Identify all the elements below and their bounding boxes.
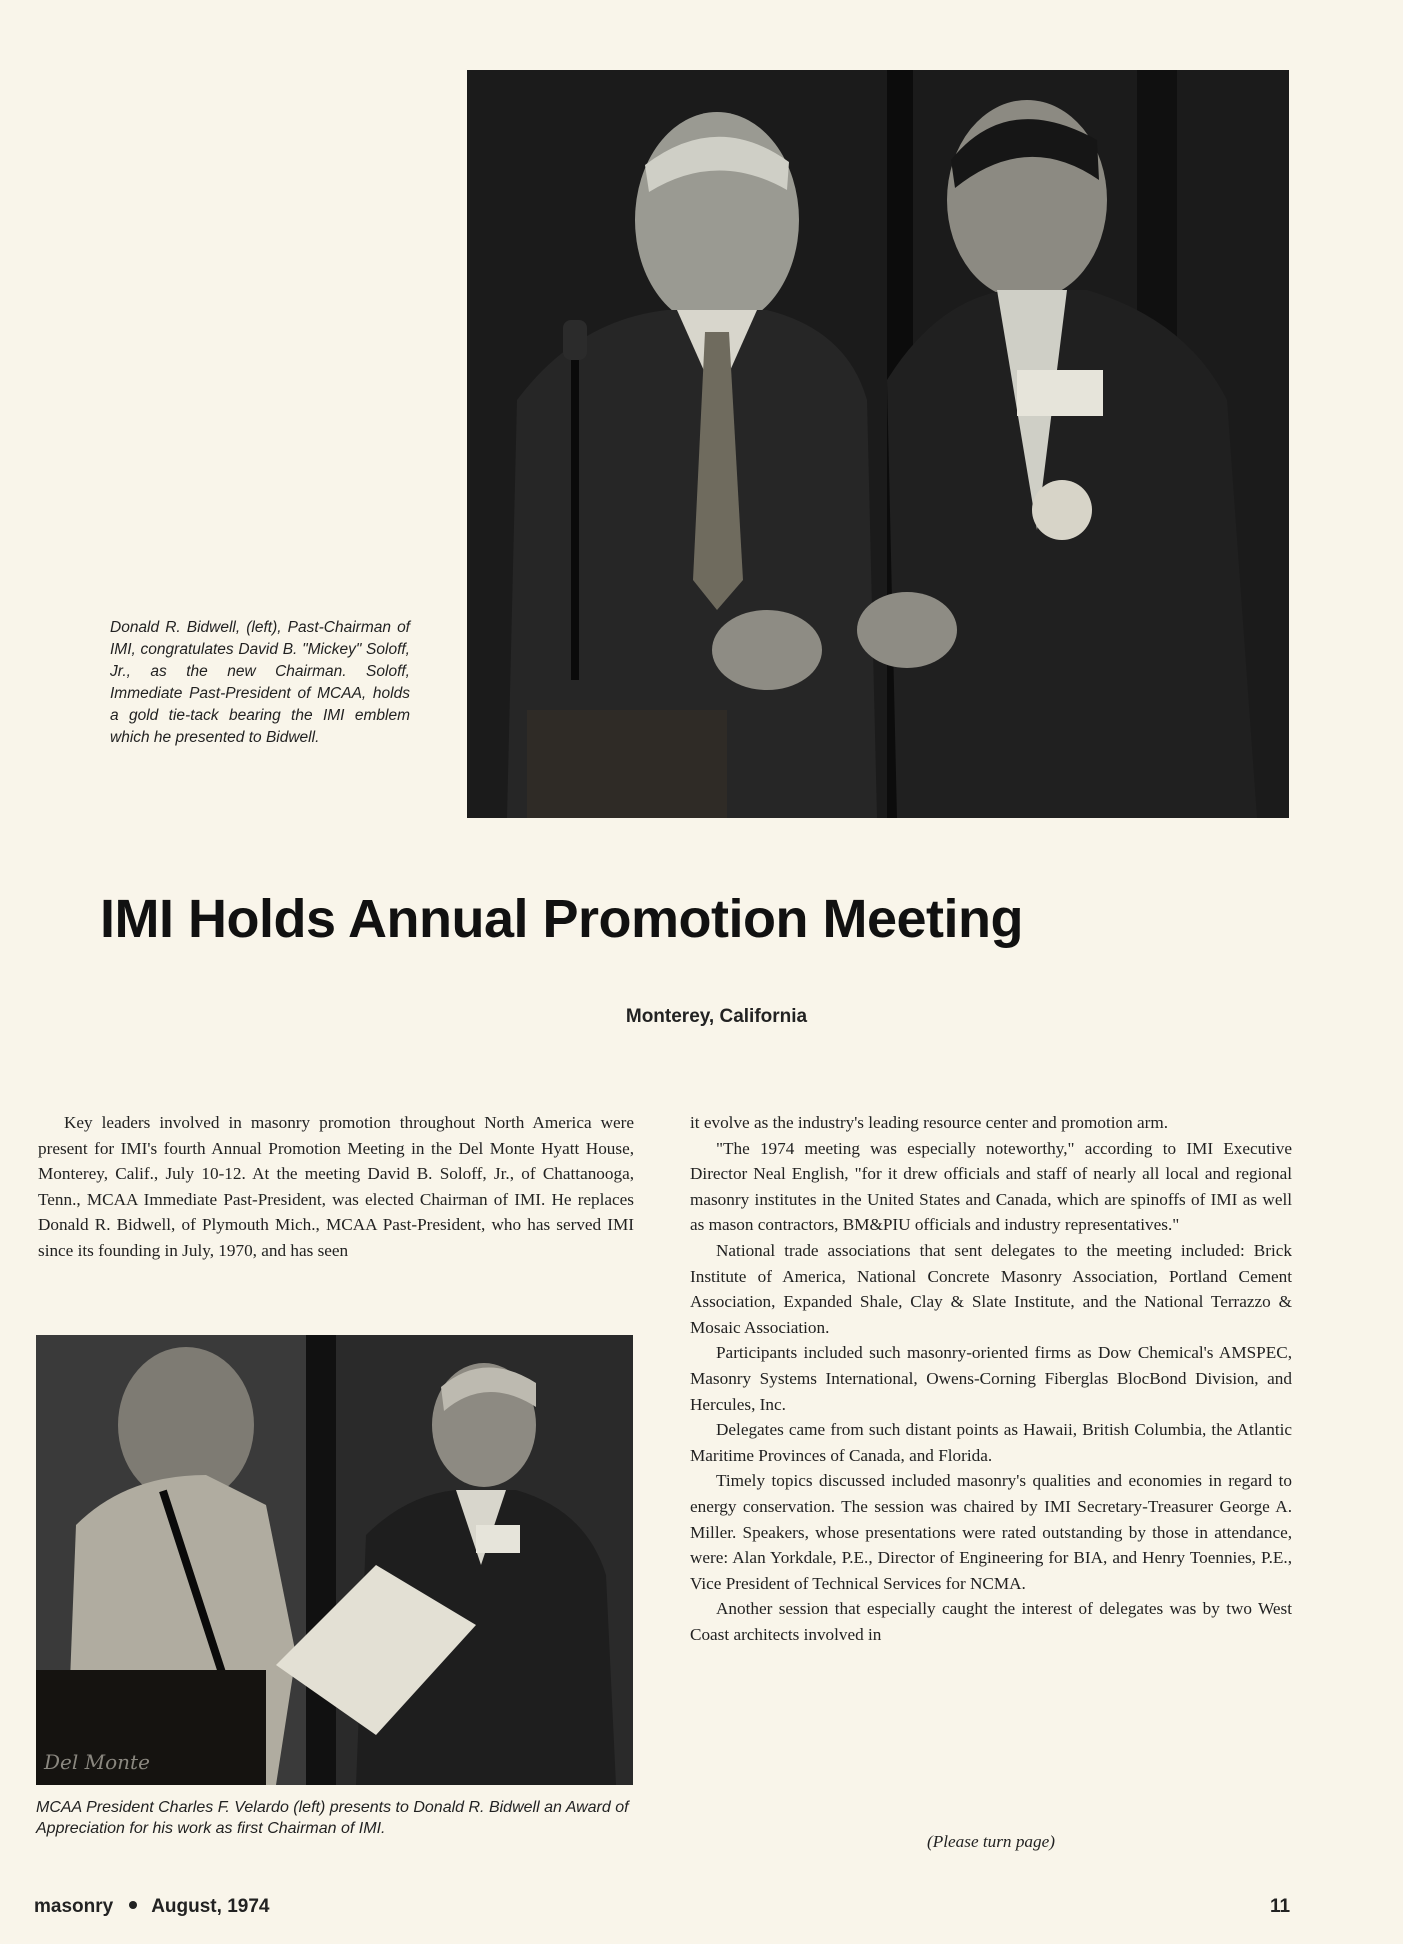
bullet-icon <box>129 1901 137 1909</box>
bottom-photo <box>36 1335 633 1785</box>
paragraph: Delegates came from such distant points as Hawaii, British Columbia, the Atlantic Maritime Provinces of Canada, and Florida. <box>690 1420 1292 1465</box>
paragraph: it evolve as the industry's leading resource center and promotion arm. <box>690 1113 1168 1132</box>
paragraph: Participants included such masonry-oriented firms as Dow Chemical's AMSPEC, Masonry Systems International, Owens-Corning Fiberglas BlocBond Division, and Hercules, Inc. <box>690 1343 1292 1414</box>
publication-name: masonry <box>34 1896 114 1917</box>
footer-folio <box>34 1896 269 1918</box>
top-photo-caption: Donald R. Bidwell, (left), Past-Chairman of IMI, congratulates David B. "Mickey" Soloff, Jr., as the new Chairman. Soloff, Immediate Past-President of MCAA, holds a gold tie-tack bearing the IMI emblem which he presented to Bidwell. <box>110 619 410 746</box>
left-column <box>38 1110 634 1264</box>
paragraph: Timely topics discussed included masonry's qualities and economies in regard to energy conservation. The session was chaired by IMI Secretary-Treasurer George A. Miller. Speakers, whose presentations were rated outstanding by those in attendance, were: Alan Yorkdale, P.E., Director of Engineering for BIA, and Henry Toennies, P.E., Vice President of Technical Services for NCMA. <box>690 1471 1292 1593</box>
handshake-photo-illustration <box>467 70 1289 818</box>
continuation-note: (Please turn page) <box>927 1832 1055 1851</box>
paragraph: Another session that especially caught the interest of delegates was by two West Coast architects involved in <box>690 1599 1292 1644</box>
article-headline: IMI Holds Annual Promotion Meeting <box>100 889 1023 949</box>
bottom-photo-caption: MCAA President Charles F. Velardo (left) presents to Donald R. Bidwell an Award of Appreciation for his work as first Chairman of IMI. <box>36 1799 629 1837</box>
top-photo <box>467 70 1289 818</box>
paragraph: National trade associations that sent delegates to the meeting included: Brick Institute of America, National Concrete Masonry Association, Portland Cement Association, Expanded Shale, Clay & Slate Institute, and the National Terrazzo & Mosaic Association. <box>690 1240 1292 1337</box>
paragraph: Key leaders involved in masonry promotion throughout North America were present for IMI's fourth Annual Promotion Meeting in the Del Monte Hyatt House, Monterey, Calif., July 10-12. At the meeting David B. Soloff, Jr., of Chattanooga, Tenn., MCAA Immediate Past-President, was elected Chairman of IMI. He replaces Donald R. Bidwell, of Plymouth Mich., MCAA Past-President, who has served IMI since its founding in July, 1970, and has seen <box>38 1113 634 1260</box>
article-dateline: Monterey, California <box>625 1006 808 1027</box>
podium-label: Del Monte <box>44 1750 150 1774</box>
right-column <box>690 1110 1292 1647</box>
page-number: 11 <box>1270 1896 1291 1917</box>
award-photo-illustration <box>36 1335 633 1785</box>
paragraph: "The 1974 meeting was especially noteworthy," according to IMI Executive Director Neal English, "for it drew officials and staff of nearly all local and regional masonry institutes in the United States and Canada, which are spinoffs of IMI as well as mason contractors, BM&PIU officials and industry representatives." <box>690 1138 1292 1235</box>
issue-date: August, 1974 <box>151 1896 270 1917</box>
